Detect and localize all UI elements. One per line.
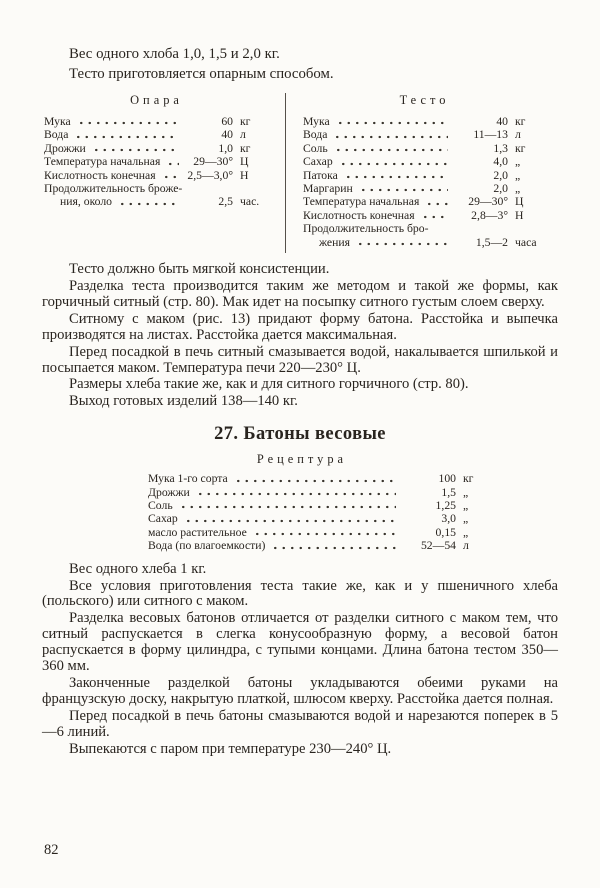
row-value: 1,5—2 [475,235,508,249]
row-label: Сахар [148,512,178,526]
paragraph: Перед посадкой в печь батоны смазываются водой и нарезаются поперек в 5—6 линий. [42,707,558,740]
table-row [44,142,265,155]
row-unit: Н [240,168,249,182]
paragraph: Законченные разделкой батоны укладываются обеими руками на французскую доску, накрытую платкой, шлюсом кверху. Расстойка дается полная. [42,675,558,707]
row-label: Дрожжи [148,485,190,499]
intro-line: Вес одного хлоба 1,0, 1,5 и 2,0 кг. [69,46,280,62]
dot-leader [359,182,448,195]
row-value: 29—30° [193,155,233,169]
row-label: Температура начальная [44,155,161,169]
row-unit: час. [240,195,260,209]
paragraph: Выход готовых изделий 138—140 кг. [69,393,298,410]
table-row [148,539,490,552]
row-value: 100 [438,472,456,486]
opara-table-title: Опара [130,93,183,107]
row-value: 1,0 [218,141,233,155]
paragraph: Все условия приготовления теста такие же, как и у пшеничного хлеба (польского) или ситного с маком. [42,577,558,610]
row-unit: „ [515,168,521,182]
table-row [148,472,490,485]
row-label: Вода [44,128,69,142]
row-unit: Ц [515,195,524,209]
table-row-two-line [303,222,542,249]
dot-leader [234,472,396,485]
paragraph: Перед посадкой в печь ситный смазывается водой, накалывается шпилькой и посыпается маком. Температура печи 220—230° Ц. [42,343,558,376]
row-value: 2,0 [493,182,508,196]
body-paragraphs-1 [42,262,558,410]
row-label: Мука [44,115,71,128]
table-row [148,499,490,512]
dot-leader [425,195,448,208]
paragraph: Разделка теста производится таким же методом и такой же формы, как горчичный ситный (стр. 80). Мак идет на посыпку ситного густым слоем сверху. [42,277,558,310]
intro-block [42,45,558,83]
table-row [44,115,265,128]
table-row [44,155,265,168]
row-value: 40 [496,115,508,128]
intro-line: Тесто приготовляется опарным способом. [69,66,334,82]
paragraph: Выпекаются с паром при температуре 230—240° Ц. [69,740,392,757]
row-label: Температура начальная [303,195,420,209]
row-value: 0,15 [435,525,456,539]
row-label: Вода (по влагоемкости) [148,539,266,553]
table-row [148,526,490,539]
section-heading: 27. Батоны весовые [214,424,386,445]
row-value: 3,0 [441,512,456,526]
dot-leader [184,512,396,525]
testo-table [286,93,558,253]
row-value: 52—54 [420,539,456,553]
testo-table-title: Тесто [399,93,450,107]
row-value: 2,0 [493,168,508,182]
dot-leader [271,539,396,552]
row-value: 1,3 [493,141,508,155]
row-unit: кг [463,472,474,486]
dot-leader [74,128,179,141]
table-row [148,486,490,499]
dot-leader [253,526,396,539]
dot-leader [344,169,448,182]
row-value: 2,5 [218,195,233,209]
row-unit: „ [463,485,469,499]
table-row [303,155,542,168]
paragraph: Вес одного хлеба 1 кг. [69,560,207,577]
row-unit: „ [463,512,469,526]
dot-leader [179,499,396,512]
row-label: Продолжительность бро- [303,222,429,236]
row-value: 60 [221,115,233,128]
table-row [44,169,265,182]
table-row [303,195,542,208]
paragraph: Размеры хлеба такие же, как и для ситного горчичного (стр. 80). [69,376,469,393]
row-unit: Ц [240,155,249,169]
table-row-two-line [44,182,265,209]
row-unit: часа [515,235,537,249]
dot-leader [196,486,396,499]
row-value: 4,0 [493,155,508,169]
dot-leader [336,115,448,128]
row-value: 2,5—3,0° [187,168,233,182]
row-unit: Н [515,208,524,222]
dot-leader [339,155,448,168]
recipe-table [148,472,490,552]
dot-leader [166,155,179,168]
row-label: Соль [303,141,328,155]
row-unit: кг [515,141,526,155]
table-row [303,115,542,128]
row-value: 40 [221,128,233,142]
dot-leader [421,209,448,222]
row-label: Кислотность конечная [303,208,415,222]
row-value: 1,25 [435,499,456,513]
dot-leader [356,236,448,249]
two-column-recipe-tables [42,93,558,253]
dot-leader [92,142,179,155]
dot-leader [118,195,179,208]
row-unit: „ [463,525,469,539]
paragraph: Ситному с маком (рис. 13) придают форму батона. Расстойка и выпечка производятся на листах. Расстойка дается максимальная. [42,310,558,343]
table-row [303,182,542,195]
row-unit: кг [240,141,251,155]
row-unit: л [463,539,469,553]
row-unit: „ [515,182,521,196]
table-row [303,209,542,222]
opara-table [42,93,286,253]
row-unit: „ [463,499,469,513]
row-label: Мука 1-го сорта [148,472,228,486]
table-row [148,512,490,525]
row-label: Патока [303,168,338,182]
dot-leader [77,115,179,128]
table-row [303,142,542,155]
table-row [303,169,542,182]
section-subheading: Рецептура [256,452,348,467]
row-unit: „ [515,155,521,169]
row-unit: кг [515,115,526,128]
row-label: Продолжительность броже- [44,182,183,196]
row-label: Вода [303,128,328,142]
dot-leader [334,142,448,155]
row-unit: л [515,128,521,142]
row-label: Соль [148,499,173,513]
body-paragraphs-2 [42,562,558,758]
dot-leader [333,128,448,141]
page-number: 82 [44,842,59,858]
row-value: 29—30° [468,195,508,209]
row-label: Кислотность конечная [44,168,156,182]
row-value: 1,5 [441,485,456,499]
row-label: масло растительное [148,525,247,539]
paragraph: Разделка весовых батонов отличается от разделки ситного с маком тем, что ситный распускается в слегка конусообразную форму, а весовой батон распускается в форму цилиндра, с тупыми концами. Длина батона тестом 350—360 мм. [42,610,558,675]
table-row [303,128,542,141]
row-label-continued: ния, около [60,195,113,209]
row-value: 2,8—3° [471,208,508,222]
row-label: Дрожжи [44,141,86,155]
dot-leader [162,169,179,182]
row-label: Мука [303,115,330,128]
row-label: Маргарин [303,182,353,196]
row-unit: л [240,128,246,142]
paragraph: Тесто должно быть мягкой консистенции. [69,261,330,278]
row-label-continued: жения [319,235,350,249]
row-label: Сахар [303,155,333,169]
table-row [44,128,265,141]
row-unit: кг [240,115,251,128]
row-value: 11—13 [473,128,508,142]
